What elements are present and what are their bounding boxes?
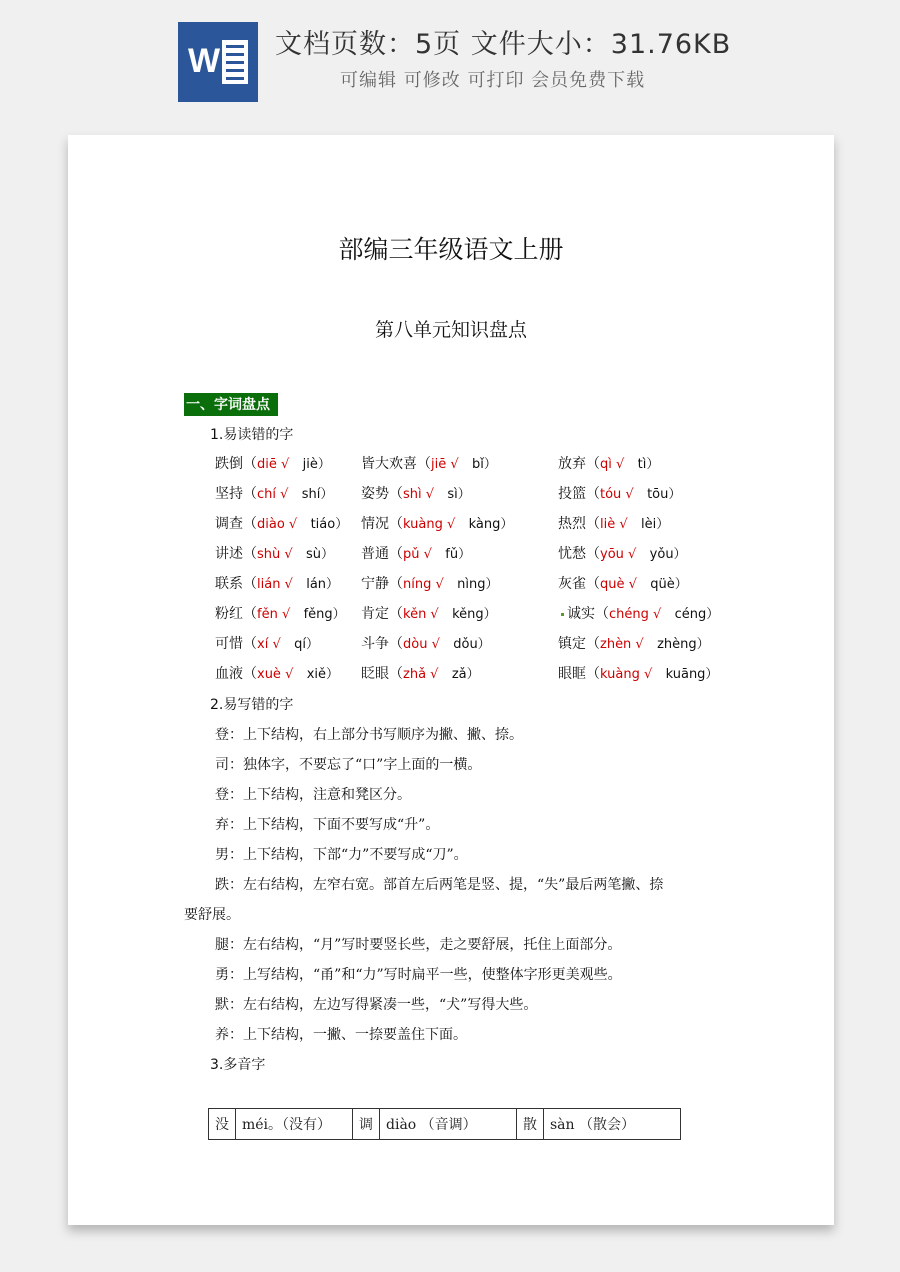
document-info-subtitle: 可编辑 可修改 可打印 会员免费下载 (340, 70, 646, 91)
pinyin-item (361, 633, 491, 653)
correct-pinyin: chéng √ (609, 607, 662, 622)
correct-pinyin: diē √ (257, 457, 290, 472)
word-text: 联系（ (215, 576, 257, 592)
word-text: 诚实（ (567, 606, 609, 622)
word-text: 坚持（ (215, 486, 257, 502)
pinyin-item (361, 603, 497, 623)
pinyin-item (215, 663, 339, 683)
wrong-pinyin: zhèng） (657, 637, 710, 652)
wrong-pinyin: tiáo） (310, 517, 349, 532)
pinyin-row (68, 603, 834, 623)
pinyin-item (361, 543, 471, 563)
wrong-pinyin: qí） (294, 637, 319, 652)
correct-pinyin: níng √ (403, 577, 444, 592)
pinyin-item (215, 603, 346, 623)
download-header (0, 0, 900, 130)
pinyin-item (558, 513, 669, 533)
document-lines-icon (222, 40, 248, 84)
word-text: 皆大欢喜（ (361, 456, 431, 472)
wrong-pinyin: xiě） (306, 667, 340, 682)
writing-note-line: 腿：左右结构，“月”写时要竖长些，走之要舒展，托住上面部分。 (215, 937, 622, 953)
correct-pinyin: shù √ (257, 547, 293, 562)
writing-note-line: 弃：上下结构，下面不要写成“升”。 (215, 817, 440, 833)
correct-pinyin: kuàng √ (403, 517, 456, 532)
wrong-pinyin: lèi） (641, 517, 670, 532)
correct-pinyin: tóu √ (600, 487, 634, 502)
document-page (68, 135, 834, 1225)
wrong-pinyin: sù） (306, 547, 335, 562)
correct-pinyin: jiē √ (431, 457, 459, 472)
subsection-heading-2: 2.易写错的字 (210, 697, 294, 713)
pinyin-item (215, 633, 319, 653)
pinyin-row (68, 633, 834, 653)
word-text: 斗争（ (361, 636, 403, 652)
word-document-icon (178, 22, 258, 102)
pinyin-item (215, 513, 348, 533)
writing-note-line: 司：独体字，不要忘了“口”字上面的一横。 (215, 757, 482, 773)
pinyin-row (68, 483, 834, 503)
wrong-pinyin: lán） (306, 577, 340, 592)
wrong-pinyin: kuāng） (665, 667, 719, 682)
correct-pinyin: liè √ (600, 517, 628, 532)
table-cell-char: 没 (209, 1109, 236, 1140)
word-text: 灰雀（ (558, 576, 600, 592)
correct-pinyin: shì √ (403, 487, 435, 502)
table-cell-char: 调 (353, 1109, 380, 1140)
writing-note-line: 默：左右结构，左边写得紧凑一些，“犬”写得大些。 (215, 997, 538, 1013)
word-text: 眼眶（ (558, 666, 600, 682)
pinyin-item (361, 663, 480, 683)
word-text: 忧愁（ (558, 546, 600, 562)
section-heading: 一、字词盘点 (184, 393, 278, 416)
wrong-pinyin: kěng） (452, 607, 497, 622)
wrong-pinyin: tōu） (647, 487, 682, 502)
pinyin-item (558, 543, 687, 563)
table-cell-char: 散 (517, 1109, 544, 1140)
wrong-pinyin: nìng） (457, 577, 499, 592)
pinyin-row (68, 453, 834, 473)
word-text: 放弃（ (558, 456, 600, 472)
table-row (209, 1109, 681, 1140)
table-cell-reading: diào （音调） (380, 1109, 517, 1140)
subsection-heading-3: 3.多音字 (210, 1057, 266, 1073)
polyphone-table (208, 1108, 681, 1140)
wrong-pinyin: sì） (447, 487, 471, 502)
wrong-pinyin: shí） (301, 487, 334, 502)
writing-note-line: 登：上下结构，右上部分书写顺序为撇、撇、捺。 (215, 727, 523, 743)
word-text: 情况（ (361, 516, 403, 532)
table-cell-reading: méi。（没有） (236, 1109, 353, 1140)
correct-pinyin: chí √ (257, 487, 289, 502)
correct-pinyin: fěn √ (257, 607, 291, 622)
correct-pinyin: kěn √ (403, 607, 439, 622)
word-text: 粉红（ (215, 606, 257, 622)
wrong-pinyin: kàng） (468, 517, 514, 532)
word-text: 调查（ (215, 516, 257, 532)
pinyin-item (558, 603, 719, 623)
word-text: 眨眼（ (361, 666, 403, 682)
word-text: 血液（ (215, 666, 257, 682)
wrong-pinyin: bǐ） (472, 457, 497, 472)
pinyin-item (361, 513, 513, 533)
wrong-pinyin: tì） (637, 457, 660, 472)
writing-note-line: 登：上下结构，注意和凳区分。 (215, 787, 411, 803)
writing-note-line: 跌：左右结构，左窄右宽。部首左后两笔是竖、提，“失”最后两笔撇、捺 (215, 877, 664, 893)
edit-mark-icon (561, 613, 564, 616)
word-text: 普通（ (361, 546, 403, 562)
wrong-pinyin: jiè） (302, 457, 331, 472)
wrong-pinyin: céng） (674, 607, 720, 622)
document-info-title: 文档页数：5页 文件大小：31.76KB (275, 29, 732, 60)
word-text: 热烈（ (558, 516, 600, 532)
wrong-pinyin: dǒu） (453, 637, 491, 652)
correct-pinyin: yōu √ (600, 547, 637, 562)
pinyin-item (361, 573, 498, 593)
correct-pinyin: xuè √ (257, 667, 294, 682)
word-text: 肯定（ (361, 606, 403, 622)
wrong-pinyin: fǔ） (445, 547, 472, 562)
pinyin-row (68, 543, 834, 563)
correct-pinyin: zhǎ √ (403, 667, 439, 682)
correct-pinyin: diào √ (257, 517, 298, 532)
pinyin-item (361, 483, 471, 503)
pinyin-row (68, 663, 834, 683)
table-cell-reading: sàn （散会） (544, 1109, 681, 1140)
pinyin-item (558, 573, 688, 593)
word-text: 投篮（ (558, 486, 600, 502)
pinyin-item (215, 453, 331, 473)
writing-note-line: 男：上下结构，下部“力”不要写成“刀”。 (215, 847, 468, 863)
word-text: 可惜（ (215, 636, 257, 652)
word-icon-letter: W (188, 42, 221, 80)
wrong-pinyin: fěng） (303, 607, 346, 622)
correct-pinyin: lián √ (257, 577, 293, 592)
pinyin-item (558, 663, 718, 683)
correct-pinyin: xí √ (257, 637, 281, 652)
document-title: 部编三年级语文上册 (338, 235, 564, 264)
pinyin-item (361, 453, 497, 473)
writing-note-line: 养：上下结构，一撇、一捺要盖住下面。 (215, 1027, 467, 1043)
correct-pinyin: zhèn √ (600, 637, 644, 652)
pinyin-item (558, 483, 681, 503)
word-text: 跌倒（ (215, 456, 257, 472)
unit-title: 第八单元知识盘点 (374, 319, 527, 341)
correct-pinyin: qì √ (600, 457, 625, 472)
writing-note-line: 要舒展。 (184, 907, 240, 923)
wrong-pinyin: qüè） (650, 577, 688, 592)
wrong-pinyin: yǒu） (649, 547, 687, 562)
word-text: 讲述（ (215, 546, 257, 562)
correct-pinyin: kuàng √ (600, 667, 653, 682)
word-text: 镇定（ (558, 636, 600, 652)
correct-pinyin: dòu √ (403, 637, 440, 652)
writing-note-line: 勇：上写结构，“甬”和“力”写时扁平一些，使整体字形更美观些。 (215, 967, 622, 983)
pinyin-row (68, 513, 834, 533)
subsection-heading-1: 1.易读错的字 (210, 427, 294, 443)
pinyin-item (558, 633, 710, 653)
correct-pinyin: pǔ √ (403, 547, 432, 562)
pinyin-item (558, 453, 659, 473)
correct-pinyin: què √ (600, 577, 637, 592)
pinyin-row (68, 573, 834, 593)
pinyin-item (215, 483, 333, 503)
wrong-pinyin: zǎ） (451, 667, 480, 682)
word-text: 姿势（ (361, 486, 403, 502)
word-text: 宁静（ (361, 576, 403, 592)
pinyin-item (215, 543, 334, 563)
pinyin-item (215, 573, 339, 593)
